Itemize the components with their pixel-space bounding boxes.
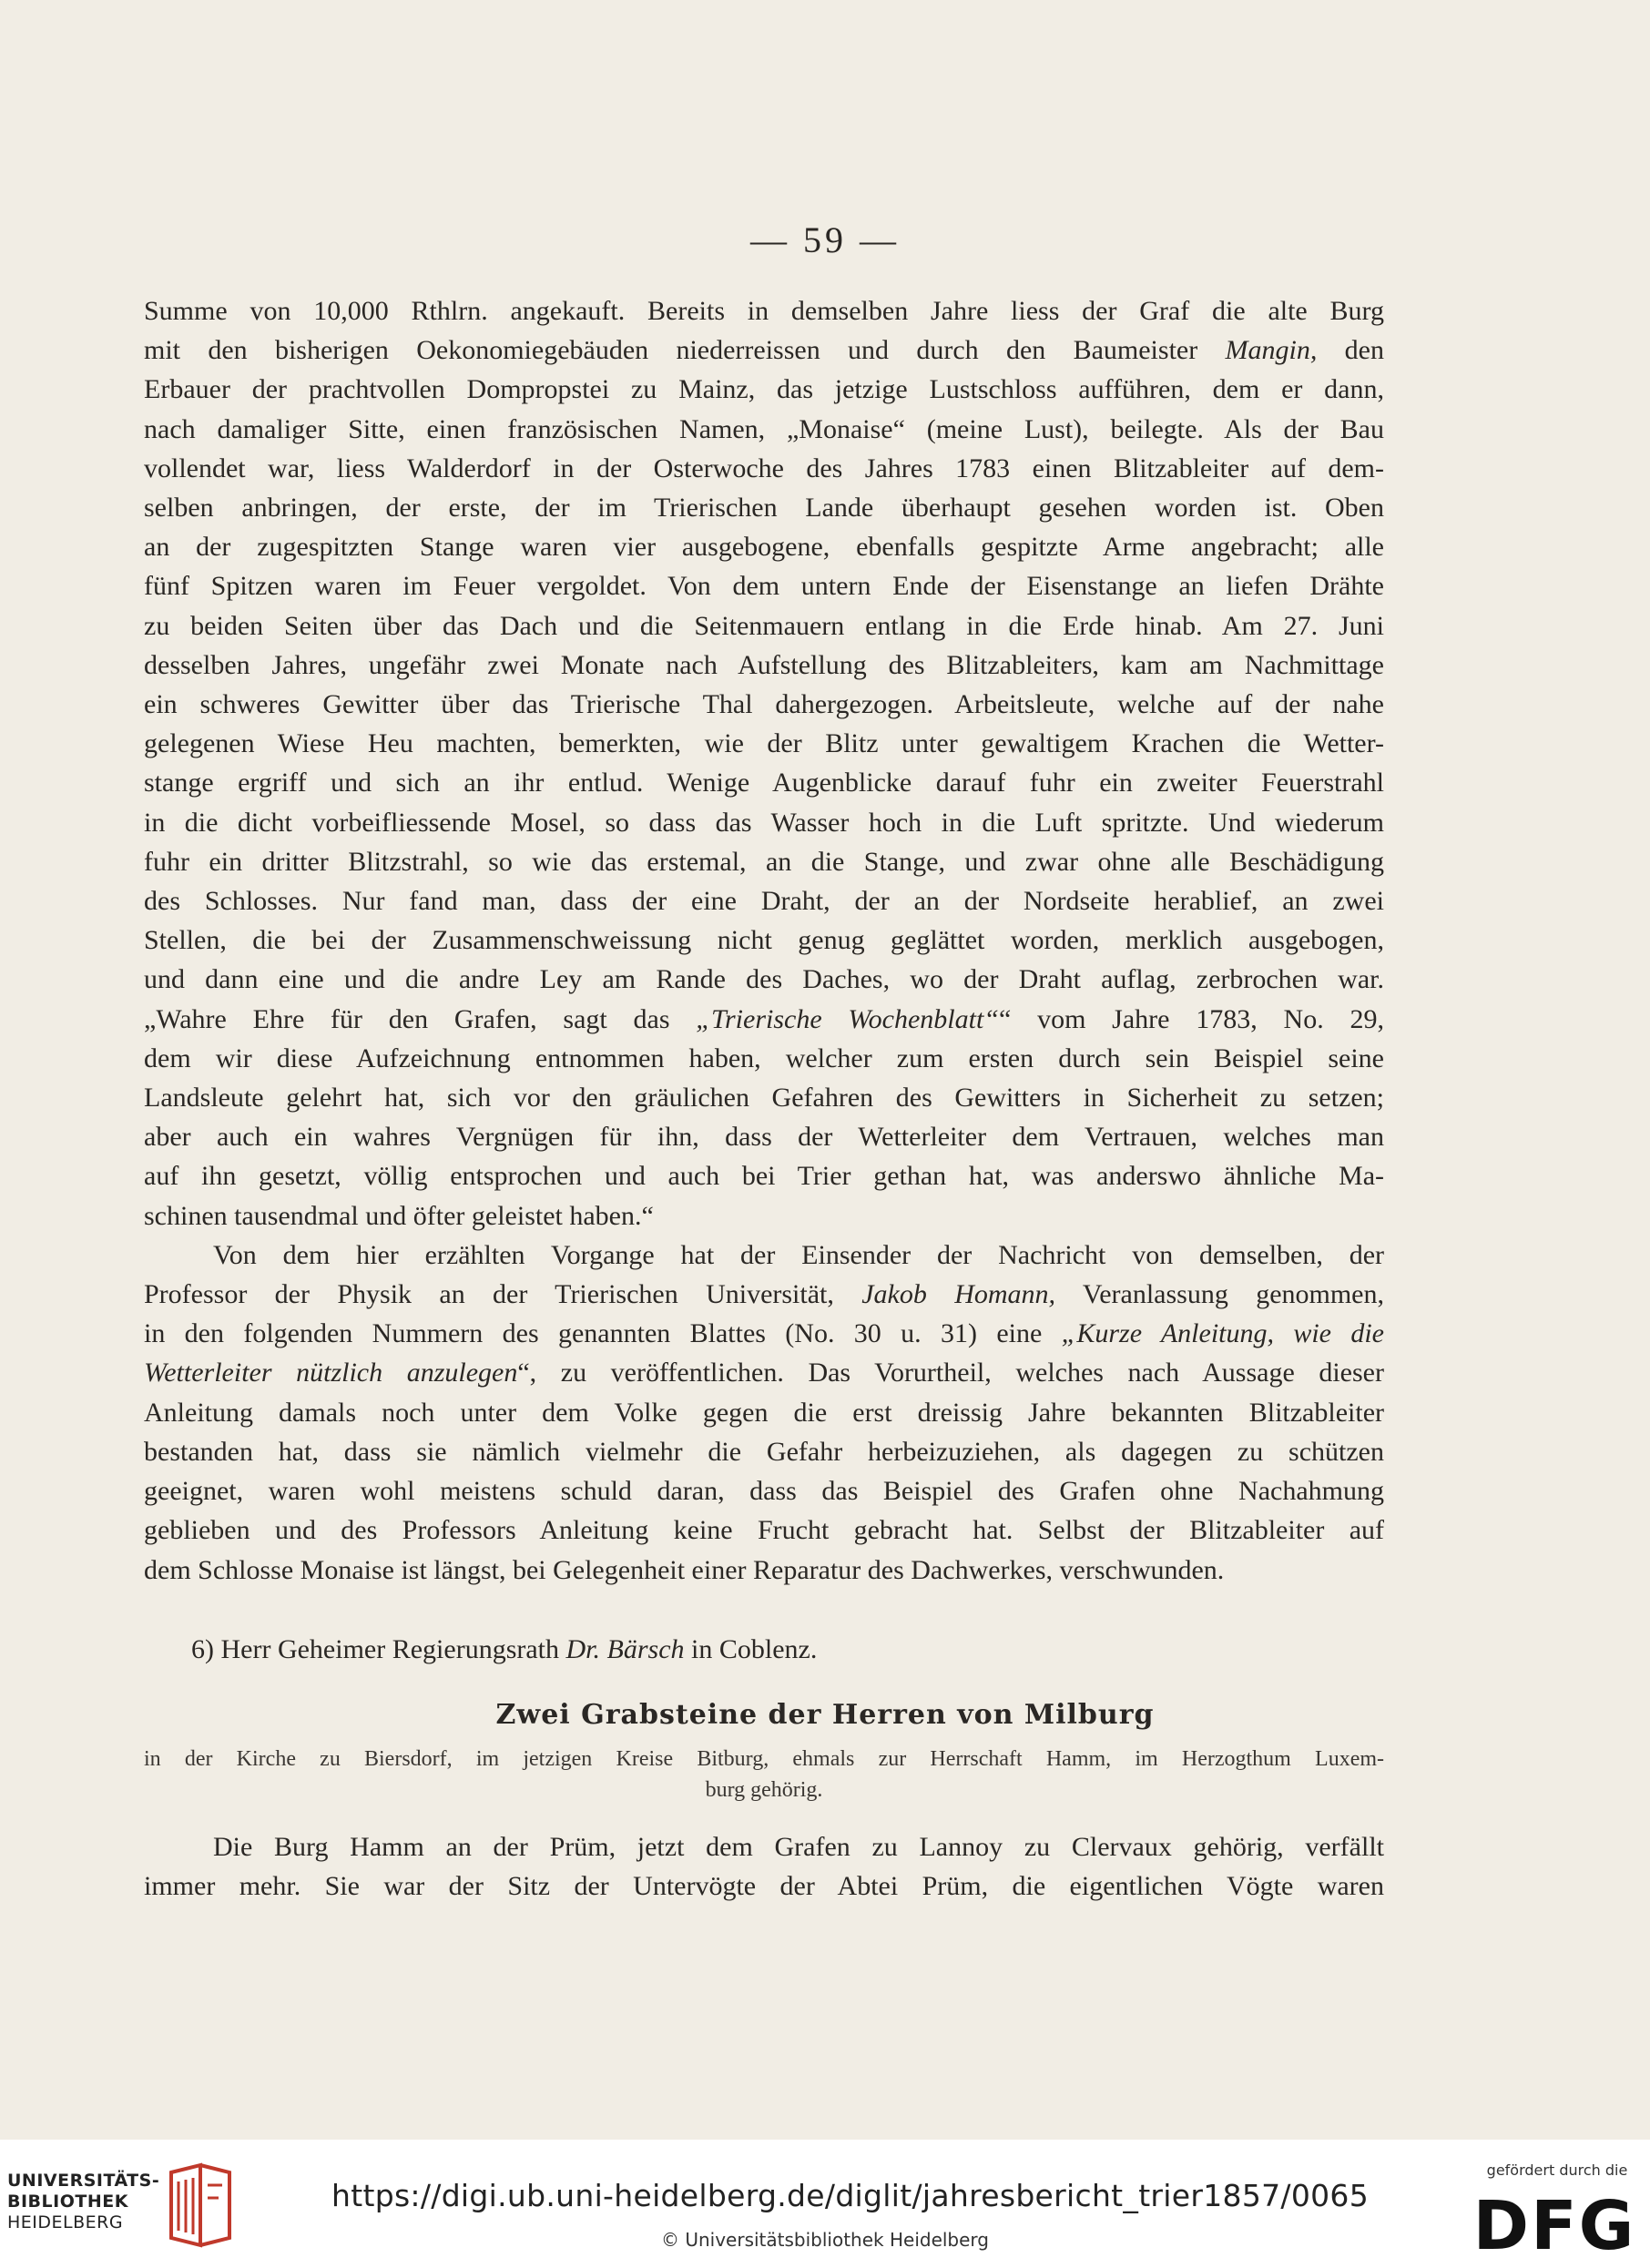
copyright-notice: © Universitätsbibliothek Heidelberg [660,2229,989,2251]
title-wochenblatt: „Trierische Wochenblatt“ [696,1003,999,1034]
text-line: vollendet war, liess Walderdorf in der Osterwoche des Jahres 1783 einen Blitzableiter auf dem- [144,453,1384,483]
text-line: mit den bisherigen Oekonomiegebäuden niederreissen und durch den Baumeister Mangin, den [144,335,1384,366]
text-line: des Schlosses. Nur fand man, dass der eine Draht, der an der Nordseite herablief, an zwei [144,886,1384,917]
text-line: Stellen, die bei der Zusammenschweissung nicht genug geglättet worden, merklich ausgebogen, [144,925,1384,956]
text-line: zu beiden Seiten über das Dach und die Seitenmauern entlang in die Erde hinab. Am 27. Juni [144,610,1384,641]
text-line: Landsleute gelehrt hat, sich vor den gräulichen Gefahren des Gewitters in Sicherheit zu setzen; [144,1083,1384,1114]
page-number: — 59 — [750,219,900,260]
section-item-6: 6) Herr Geheimer Regierungsrath Dr. Bärsch in Coblenz. [191,1634,818,1664]
text-line: bestanden hat, dass sie nämlich vielmehr die Gefahr herbeizuziehen, als dagegen zu schützen [144,1436,1384,1467]
text-line: dem wir diese Aufzeichnung entnommen haben, welcher zum ersten durch sein Beispiel seine [144,1042,1384,1073]
text-line: geblieben und des Professors Anleitung keine Frucht gebracht hat. Selbst der Blitzableiter auf [144,1515,1384,1546]
subheading-line: in der Kirche zu Biersdorf, im jetzigen Kreise Bitburg, ehmals zur Herrschaft Hamm, im Herzogthum Luxem- [144,1747,1384,1771]
text-line: Summe von 10,000 Rthlrn. angekauft. Bereits in demselben Jahre liess der Graf die alte Burg [144,296,1384,326]
section-heading: Zwei Grabsteine der Herren von Milburg [495,1699,1155,1731]
text-line: desselben Jahres, ungefähr zwei Monate nach Aufstellung des Blitzableiters, kam am Nachmittage [144,649,1384,680]
dfg-logo: DFG [1472,2187,1636,2265]
closing-paragraph [144,1827,1384,1906]
text-line: fuhr ein dritter Blitzstrahl, so wie das erstemal, an die Stange, und zwar ohne alle Beschädigung [144,846,1384,877]
text-line: fünf Spitzen waren im Feuer vergoldet. Von dem untern Ende der Eisenstange an liefen Drähte [144,571,1384,602]
text-line: schinen tausendmal und öfter geleistet haben.“ [144,1200,654,1231]
text-line: selben anbringen, der erste, der im Trierischen Lande überhaupt gesehen worden ist. Oben [144,493,1384,524]
library-name: UNIVERSITÄTS- BIBLIOTHEK HEIDELBERG [7,2171,160,2232]
subheading-line: burg gehörig. [705,1778,823,1802]
text-line: ein schweres Gewitter über das Trierische Thal dahergezogen. Arbeitsleute, welche auf der nahe [144,689,1384,720]
text-line: dem Schlosse Monaise ist längst, bei Gelegenheit einer Reparatur des Dachwerkes, verschwunden. [144,1554,1225,1585]
name-baersch: Dr. Bärsch [565,1634,685,1664]
text-line: stange ergriff und sich an ihr entlud. Wenige Augenblicke darauf fuhr ein zweiter Feuerstrahl [144,768,1384,798]
main-paragraph [144,291,1384,1590]
text-line: und dann eine und die andre Ley am Rande des Daches, wo der Draht auflag, zerbrochen war. [144,964,1384,995]
text-line: in den folgenden Nummern des genannten Blattes (No. 30 u. 31) eine „Kurze Anleitung, wie die [144,1318,1384,1349]
text-line: Erbauer der prachtvollen Dompropstei zu Mainz, das jetzige Lustschloss aufführen, dem er dann, [144,374,1384,405]
permalink-url[interactable]: https://digi.ub.uni-heidelberg.de/diglit/jahresbericht_trier1857/0065 [331,2178,1370,2213]
text-line: an der zugespitzten Stange waren vier ausgebogene, ebenfalls gespitzte Arme angebracht; alle [144,532,1384,563]
name-homann: Jakob Homann, [861,1279,1056,1310]
text-line: Professor der Physik an der Trierischen Universität, Jakob Homann, Veranlassung genommen, [144,1279,1384,1310]
text-line: Wetterleiter nützlich anzulegen“, zu veröffentlichen. Das Vorurtheil, welches nach Aussage dieser [144,1358,1384,1388]
text-line: geeignet, waren wohl meistens schuld daran, dass das Beispiel des Grafen ohne Nachahmung [144,1476,1384,1507]
text-line: gelegenen Wiese Heu machten, bemerkten, wie der Blitz unter gewaltigem Krachen die Wetter- [144,728,1384,759]
name-mangin: Mangin, [1225,335,1318,366]
text-line: Anleitung damals noch unter dem Volke gegen die erst dreissig Jahre bekannten Blitzableiter [144,1397,1384,1428]
viewer-footer [0,2140,1650,2268]
title-anleitung-cont: Wetterleiter nützlich anzulegen [144,1358,518,1388]
text-line: in die dicht vorbeifliessende Mosel, so dass das Wasser hoch in die Luft spritzte. Und wiederum [144,807,1384,838]
text-line: „Wahre Ehre für den Grafen, sagt das „Trierische Wochenblatt““ vom Jahre 1783, No. 29, [144,1003,1384,1034]
section-subheading [144,1744,1384,1805]
text-line: Von dem hier erzählten Vorgange hat der Einsender der Nachricht von demselben, der [213,1239,1384,1270]
title-anleitung: „Kurze Anleitung, wie die [1061,1318,1384,1349]
text-line: auf ihn gesetzt, völlig entsprochen und auch bei Trier gethan hat, was anderswo ähnliche Ma- [144,1161,1384,1192]
text-line: immer mehr. Sie war der Sitz der Untervögte der Abtei Prüm, die eigentlichen Vögte waren [144,1871,1384,1902]
text-line: aber auch ein wahres Vergnügen für ihn, dass der Wetterleiter dem Vertrauen, welches man [144,1122,1384,1153]
funding-caption: gefördert durch die [1486,2161,1628,2179]
text-line: Die Burg Hamm an der Prüm, jetzt dem Grafen zu Lannoy zu Clervaux gehörig, verfällt [213,1832,1384,1862]
text-line: nach damaliger Sitte, einen französischen Namen, „Monaise“ (meine Lust), beilegte. Als der Bau [144,413,1384,444]
